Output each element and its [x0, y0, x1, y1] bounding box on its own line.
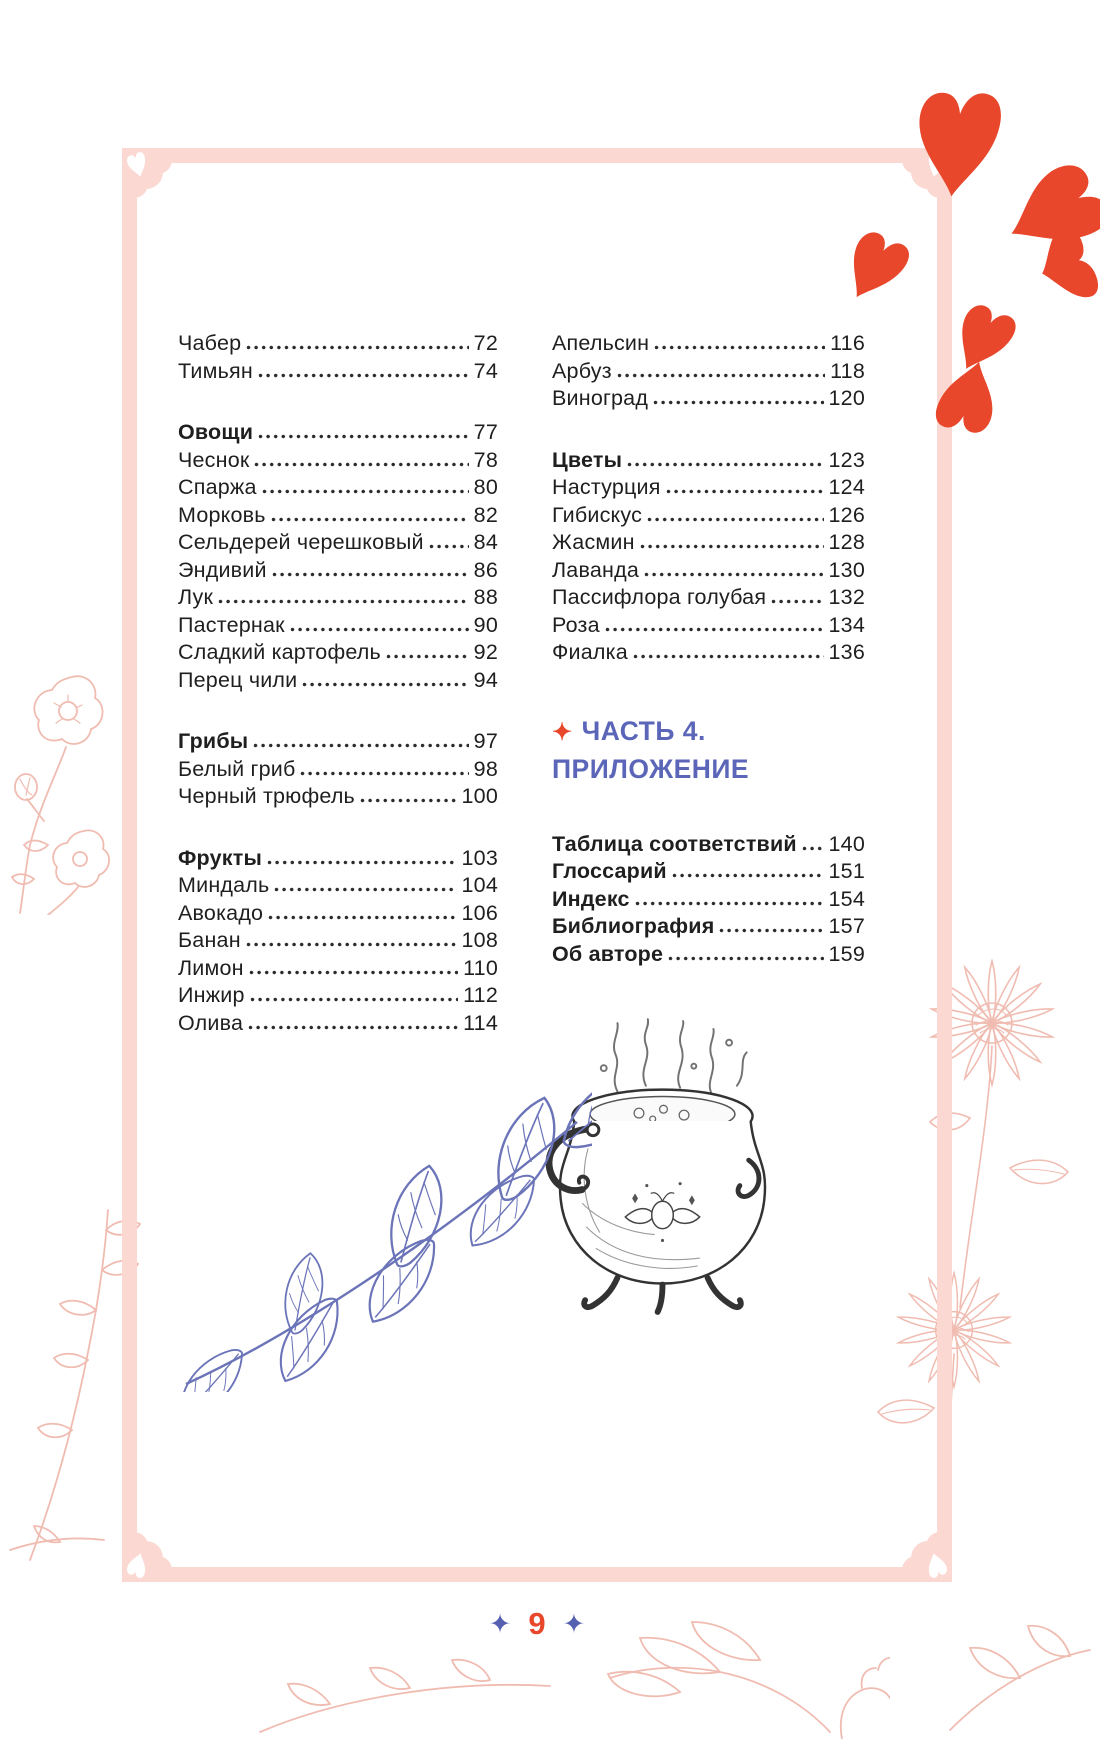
toc-entry-label: Об авторе: [552, 941, 664, 966]
toc-entry-page: 84: [473, 530, 498, 554]
toc-list-right: [552, 331, 865, 668]
toc-entry-label: Лаванда: [552, 557, 639, 582]
toc-entry: [178, 668, 498, 696]
part-4-header: [552, 713, 865, 787]
dot-leader: [386, 654, 469, 659]
toc-entry-label: Роза: [552, 612, 600, 637]
toc-entry: [178, 757, 498, 785]
toc-entry: [552, 859, 865, 887]
buttercup-sketch: [0, 635, 130, 915]
toc-entry-page: 78: [473, 447, 498, 472]
toc-entry-page: 136: [828, 640, 865, 664]
toc-entry-page: 77: [473, 420, 498, 444]
toc-entry: [552, 503, 865, 531]
toc-entry-label: Пассифлора голубая: [552, 585, 767, 609]
toc-entry-page: 134: [828, 612, 865, 637]
dot-leader: [268, 915, 456, 920]
dot-leader: [300, 771, 468, 776]
toc-entry-label: Авокадо: [178, 900, 264, 925]
toc-entry-label: Библиография: [552, 914, 715, 938]
toc-entry: [178, 475, 498, 503]
toc-entry-page: 118: [830, 358, 865, 383]
toc-entry: [178, 420, 498, 448]
toc-entry-label: Чеснок: [178, 447, 250, 472]
dot-leader: [605, 627, 824, 632]
toc-entry-page: 106: [461, 900, 498, 925]
dot-leader: [668, 956, 823, 961]
toc-entry-page: 126: [828, 502, 865, 527]
toc-entry: [178, 846, 498, 874]
toc-entry-page: 132: [828, 585, 865, 609]
toc-entry-label: Инжир: [178, 983, 245, 1007]
toc-entry-page: 154: [828, 886, 865, 911]
toc-entry-page: 80: [473, 475, 498, 499]
leaf-branch-illustration: [172, 1092, 592, 1392]
toc-entry-label: Апельсин: [552, 331, 650, 355]
toc-entry: [178, 585, 498, 613]
toc-entry: [552, 475, 865, 503]
dot-leader: [246, 942, 457, 947]
toc-entry: [178, 331, 498, 359]
toc-entry-label: Цветы: [552, 447, 623, 472]
toc-entry: [552, 640, 865, 668]
toc-entry-page: 123: [828, 447, 865, 472]
toc-entry-label: Эндивий: [178, 557, 267, 582]
dot-leader: [802, 846, 824, 851]
toc-entry-page: 124: [828, 475, 865, 499]
dot-leader: [267, 860, 457, 865]
toc-column-left: [178, 331, 498, 1038]
toc-entry-label: Перец чили: [178, 667, 298, 692]
dot-leader: [633, 654, 824, 659]
toc-list-appendix: [552, 832, 865, 970]
toc-entry-label: Фиалка: [552, 640, 628, 664]
dot-leader: [627, 462, 823, 467]
toc-entry-label: Пастернак: [178, 612, 285, 637]
frame-corner-ornament: [888, 1518, 952, 1582]
toc-entry-label: Банан: [178, 928, 241, 952]
toc-entry-page: 82: [473, 502, 498, 527]
toc-entry: [552, 613, 865, 641]
toc-entry-label: Гибискус: [552, 502, 643, 527]
toc-entry-page: 98: [473, 756, 498, 781]
toc-entry: [178, 359, 498, 387]
frame-corner-ornament: [122, 148, 186, 212]
toc-entry-label: Глоссарий: [552, 859, 667, 883]
toc-entry-label: Черный трюфель: [178, 784, 355, 808]
toc-entry: [552, 887, 865, 915]
toc-entry-page: 72: [473, 331, 498, 355]
dot-leader: [719, 928, 823, 933]
dot-leader: [647, 517, 823, 522]
toc-entry-label: Таблица соответствий: [552, 831, 797, 856]
toc-entry-page: 140: [828, 831, 865, 856]
toc-entry: [178, 530, 498, 558]
toc-entry-page: 94: [473, 667, 498, 692]
twig-sketch-bottom-left: [250, 1652, 560, 1739]
toc-column-right: [552, 331, 865, 969]
dot-leader: [274, 887, 456, 892]
toc-entry: [178, 1011, 498, 1039]
toc-entry: [178, 640, 498, 668]
toc-entry-label: Лук: [178, 585, 214, 609]
toc-entry-label: Белый гриб: [178, 756, 296, 781]
leaf-sketch-bottom-right: [930, 1560, 1100, 1739]
toc-entry-label: Жасмин: [552, 530, 635, 554]
toc-entry: [552, 331, 865, 359]
toc-list-left: [178, 331, 498, 1038]
toc-entry-page: 130: [828, 557, 865, 582]
dot-leader: [253, 743, 468, 748]
toc-entry-page: 88: [473, 585, 498, 609]
toc-entry: [552, 832, 865, 860]
toc-entry: [178, 901, 498, 929]
toc-entry-label: Миндаль: [178, 873, 270, 897]
toc-entry-page: 116: [830, 331, 865, 355]
dot-leader: [258, 373, 469, 378]
toc-entry: [178, 448, 498, 476]
toc-entry-label: Спаржа: [178, 475, 257, 499]
diamond-icon: ✦: [562, 1608, 586, 1639]
dot-leader: [254, 462, 468, 467]
toc-entry-page: 90: [473, 612, 498, 637]
toc-entry-label: Фрукты: [178, 845, 263, 870]
dot-leader: [654, 345, 825, 350]
toc-entry-label: Чабер: [178, 331, 242, 355]
toc-entry-page: 110: [463, 955, 498, 980]
toc-entry: [178, 983, 498, 1011]
toc-entry: [178, 928, 498, 956]
dot-leader: [653, 400, 823, 405]
dot-leader: [262, 489, 469, 494]
part-4-title-line2: ПРИЛОЖЕНИЕ: [552, 753, 750, 784]
toc-entry-page: 159: [828, 941, 865, 966]
toc-entry-label: Виноград: [552, 386, 649, 410]
toc-entry-page: 97: [473, 729, 498, 753]
dot-leader: [360, 798, 457, 803]
toc-entry-label: Тимьян: [178, 358, 253, 383]
dot-leader: [218, 599, 469, 604]
dot-leader: [672, 873, 824, 878]
dot-leader: [248, 1025, 458, 1030]
page-footer: [122, 1606, 952, 1642]
toc-entry-page: 151: [828, 859, 865, 883]
toc-entry-page: 128: [828, 530, 865, 554]
toc-entry: [552, 386, 865, 414]
toc-entry-label: Сладкий картофель: [178, 640, 381, 664]
toc-entry: [552, 530, 865, 558]
toc-entry: [178, 729, 498, 757]
toc-entry-page: 104: [461, 873, 498, 897]
dot-leader: [249, 970, 458, 975]
dot-leader: [666, 489, 824, 494]
toc-entry-page: 100: [461, 784, 498, 808]
toc-entry-page: 103: [461, 845, 498, 870]
toc-entry: [552, 558, 865, 586]
toc-entry-label: Арбуз: [552, 358, 612, 383]
part-4-title-line1: ✦ ЧАСТЬ 4.: [552, 715, 706, 746]
toc-entry: [552, 914, 865, 942]
dot-leader: [771, 599, 823, 604]
toc-entry-page: 120: [828, 386, 865, 410]
toc-entry: [552, 359, 865, 387]
sparkle-icon: ✦: [552, 718, 573, 746]
toc-entry: [178, 873, 498, 901]
dot-leader: [290, 627, 469, 632]
page-number: 9: [528, 1606, 546, 1641]
toc-entry-label: Овощи: [178, 420, 254, 444]
toc-entry-page: 74: [473, 358, 498, 383]
dot-leader: [258, 434, 469, 439]
dot-leader: [635, 901, 824, 906]
toc-entry: [178, 613, 498, 641]
toc-entry: [178, 558, 498, 586]
toc-entry-page: 114: [463, 1010, 498, 1035]
toc-entry-label: Олива: [178, 1010, 244, 1035]
toc-entry-page: 108: [461, 928, 498, 952]
toc-entry-label: Настурция: [552, 475, 661, 499]
frame-corner-ornament: [122, 1518, 186, 1582]
dot-leader: [617, 373, 825, 378]
toc-entry: [178, 784, 498, 812]
toc-entry: [552, 585, 865, 613]
toc-entry: [552, 448, 865, 476]
toc-entry-page: 157: [828, 914, 865, 938]
toc-entry-page: 112: [463, 983, 498, 1007]
toc-entry-label: Лимон: [178, 955, 244, 980]
dot-leader: [271, 517, 469, 522]
dot-leader: [302, 682, 468, 687]
dot-leader: [272, 572, 469, 577]
toc-entry-label: Морковь: [178, 502, 266, 527]
toc-entry-page: 92: [473, 640, 498, 664]
toc-entry: [552, 942, 865, 970]
toc-entry: [178, 956, 498, 984]
dot-leader: [429, 544, 469, 549]
toc-entry: [178, 503, 498, 531]
dot-leader: [644, 572, 824, 577]
toc-entry-label: Грибы: [178, 729, 249, 753]
dot-leader: [250, 997, 458, 1002]
dot-leader: [640, 544, 824, 549]
toc-entry-label: Сельдерей черешковый: [178, 530, 424, 554]
diamond-icon: ✦: [488, 1608, 512, 1639]
dot-leader: [246, 345, 468, 350]
toc-entry-label: Индекс: [552, 886, 630, 911]
toc-entry-page: 86: [473, 557, 498, 582]
